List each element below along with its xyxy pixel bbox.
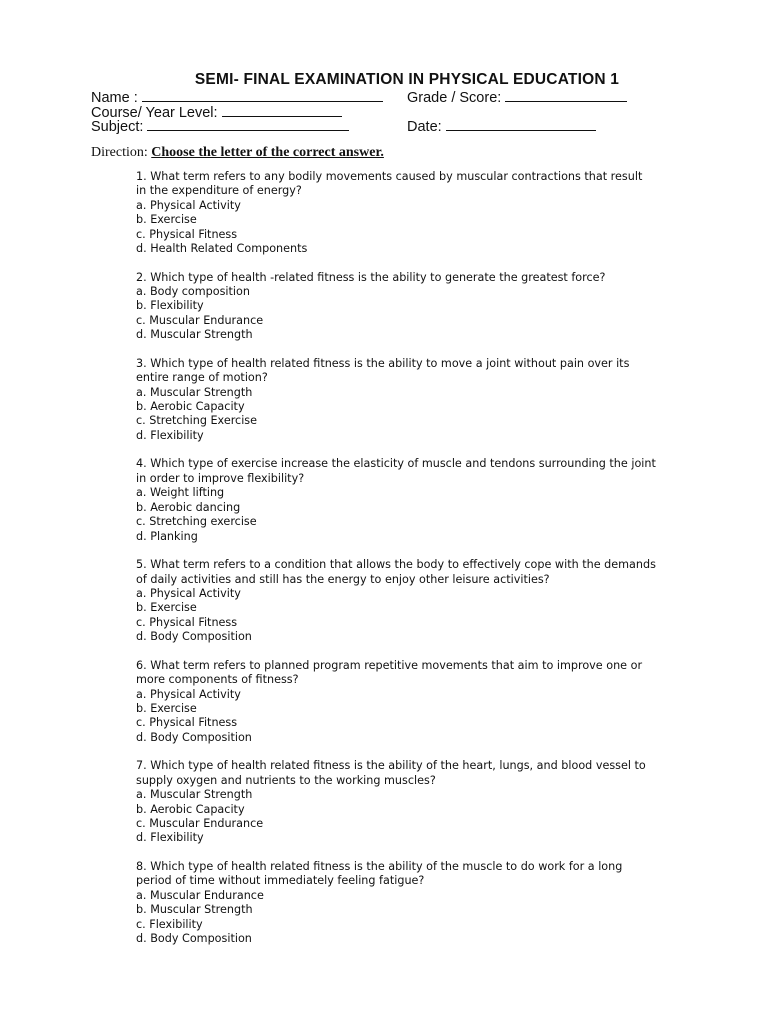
question-3 <box>136 357 656 443</box>
choice-b[interactable]: b. Exercise <box>136 213 197 227</box>
date-field <box>407 118 596 135</box>
question-2 <box>136 271 656 343</box>
choice-a[interactable]: a. Physical Activity <box>136 586 241 600</box>
choice-b[interactable]: b. Aerobic Capacity <box>136 802 245 816</box>
choice-c[interactable]: c. Physical Fitness <box>136 227 238 241</box>
question-stem: 1. What term refers to any bodily movements caused by muscular contractions that result in the expenditure of energy? <box>136 170 643 198</box>
question-stem: 2. Which type of health -related fitness is the ability to generate the greatest force? <box>136 270 606 284</box>
choice-c[interactable]: c. Muscular Endurance <box>136 816 264 830</box>
choice-b[interactable]: b. Exercise <box>136 701 197 715</box>
grade-field <box>407 89 627 106</box>
question-stem: 4. Which type of exercise increase the elasticity of muscle and tendons surrounding the joint in order to improve flexibility? <box>136 457 656 485</box>
date-label: Date: <box>407 119 442 135</box>
question-stem: 8. Which type of health related fitness is the ability of the muscle to do work for a long period of time without immediately feeling fatigue? <box>136 859 623 888</box>
question-stem: 3. Which type of health related fitness is the ability to move a joint without pain over its entire range of motion? <box>136 356 630 385</box>
choice-c[interactable]: c. Stretching exercise <box>136 515 257 529</box>
choice-b[interactable]: b. Aerobic Capacity <box>136 400 245 414</box>
question-5 <box>136 558 656 644</box>
subject-label: Subject: <box>91 119 144 135</box>
choice-a[interactable]: a. Muscular Strength <box>136 385 253 399</box>
choice-d[interactable]: d. Flexibility <box>136 428 204 442</box>
question-stem: 5. What term refers to a condition that allows the body to effectively cope with the demands of daily activities and still has the energy to enjoy other leisure activities? <box>136 558 656 586</box>
choice-d[interactable]: d. Planking <box>136 529 198 543</box>
choice-a[interactable]: a. Weight lifting <box>136 486 225 500</box>
course-label: Course/ Year Level: <box>91 105 218 121</box>
choice-c[interactable]: c. Physical Fitness <box>136 615 238 629</box>
date-blank[interactable] <box>446 118 596 131</box>
choice-d[interactable]: d. Body Composition <box>136 630 252 644</box>
question-stem: 6. What term refers to planned program repetitive movements that aim to improve one or more components of fitness? <box>136 658 643 687</box>
choice-d[interactable]: d. Body Composition <box>136 932 252 945</box>
choice-a[interactable]: a. Physical Activity <box>136 198 241 212</box>
grade-blank[interactable] <box>505 89 627 102</box>
direction <box>91 145 384 161</box>
choice-b[interactable]: b. Muscular Strength <box>136 903 253 917</box>
direction-instruction: Choose the letter of the correct answer. <box>151 145 384 160</box>
question-list <box>136 170 656 961</box>
choice-b[interactable]: b. Aerobic dancing <box>136 500 241 514</box>
course-blank[interactable] <box>222 104 342 117</box>
subject-blank[interactable] <box>147 118 349 131</box>
choice-b[interactable]: b. Exercise <box>136 601 197 615</box>
choice-a[interactable]: a. Muscular Strength <box>136 788 253 802</box>
question-6 <box>136 659 656 745</box>
choice-d[interactable]: d. Health Related Components <box>136 242 308 256</box>
choice-b[interactable]: b. Flexibility <box>136 299 204 313</box>
choice-a[interactable]: a. Muscular Endurance <box>136 888 264 902</box>
question-7 <box>136 759 656 845</box>
choice-c[interactable]: c. Stretching Exercise <box>136 414 258 428</box>
exam-title: SEMI- FINAL EXAMINATION IN PHYSICAL EDUCATION 1 <box>194 71 620 88</box>
direction-label: Direction: <box>91 145 148 160</box>
choice-c[interactable]: c. Physical Fitness <box>136 716 238 730</box>
choice-d[interactable]: d. Muscular Strength <box>136 328 253 342</box>
choice-d[interactable]: d. Body Composition <box>136 730 252 744</box>
choice-c[interactable]: c. Flexibility <box>136 917 203 931</box>
choice-d[interactable]: d. Flexibility <box>136 831 204 845</box>
choice-a[interactable]: a. Body composition <box>136 285 250 299</box>
subject-field <box>91 118 349 135</box>
choice-c[interactable]: c. Muscular Endurance <box>136 313 264 327</box>
question-1 <box>136 170 656 256</box>
name-blank[interactable] <box>142 89 383 102</box>
question-stem: 7. Which type of health related fitness is the ability of the heart, lungs, and blood vessel to supply oxygen and nutrients to the working muscles? <box>136 759 646 787</box>
grade-label: Grade / Score: <box>407 90 502 106</box>
name-label: Name : <box>91 90 138 106</box>
choice-a[interactable]: a. Physical Activity <box>136 687 241 701</box>
question-8 <box>136 860 656 946</box>
question-4 <box>136 457 656 543</box>
